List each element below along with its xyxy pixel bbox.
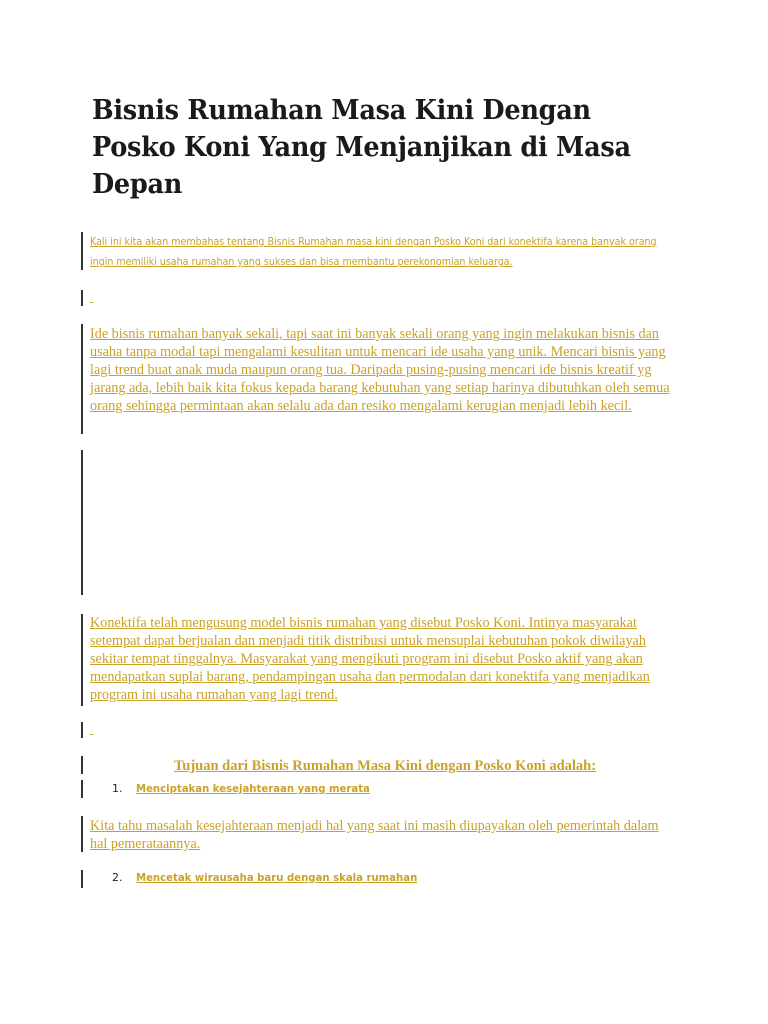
page-title: Bisnis Rumahan Masa Kini Dengan Posko Koni Yang Menjanjikan di Masa Depan: [92, 94, 631, 200]
list-item-2[interactable]: Mencetak wirausaha baru dengan skala rumahan: [136, 871, 418, 884]
section-heading[interactable]: Tujuan dari Bisnis Rumahan Masa Kini dengan Posko Koni adalah:: [173, 758, 597, 774]
empty-link[interactable]: [90, 724, 93, 736]
list-number: 2.: [112, 871, 123, 884]
revision-bar: [81, 870, 83, 888]
revision-bar: [81, 780, 83, 798]
revision-bar: [81, 232, 83, 270]
revision-bar: [81, 816, 83, 852]
empty-link[interactable]: [90, 292, 93, 304]
body-paragraph-1[interactable]: Ide bisnis rumahan banyak sekali, tapi saat ini banyak sekali orang yang ingin melakukan bisnis dan usaha tanpa modal tapi mengalami kesulitan untuk mencari ide usaha yang unik. Mencari bisnis yang lagi trend buat anak muda maupun orang tua. Daripada pusing-pusing mencari ide bisnis kreatif yg jarang ada, lebih baik kita fokus kepada barang kebutuhan yang setiap harinya dibutuhkan oleh semua orang sehingga permintaan akan selalu ada dan resiko mengalami kerugian menjadi lebih kecil.: [90, 326, 670, 414]
revision-bar: [81, 614, 83, 706]
revision-bar: [81, 756, 83, 774]
revision-bar: [81, 290, 83, 306]
revision-bar: [81, 450, 83, 595]
revision-bar: [81, 324, 83, 434]
list-number: 1.: [112, 782, 123, 795]
body-paragraph-2[interactable]: Konektifa telah mengusung model bisnis rumahan yang disebut Posko Koni. Intinya masyarakat setempat dapat berjualan dan menjadi titik distribusi untuk mensuplai kebutuhan pokok diwilayah sekitar tempat tinggalnya. Masyarakat yang mengikuti program ini disebut Posko aktif yang akan mendapatkan suplai barang, pendampingan usaha dan permodalan dari konektifa yang menjadikan program ini usaha rumahan yang lagi trend.: [90, 615, 650, 703]
intro-paragraph[interactable]: Kali ini kita akan membahas tentang Bisnis Rumahan masa kini dengan Posko Koni dari konektifa karena banyak orang ingin memiliki usaha rumahan yang sukses dan bisa membantu perekonomian keluarga.: [90, 235, 657, 268]
body-paragraph-3[interactable]: Kita tahu masalah kesejahteraan menjadi hal yang saat ini masih diupayakan oleh pemerintah dalam hal pemerataannya.: [90, 818, 659, 852]
list-item-1[interactable]: Menciptakan kesejahteraan yang merata: [136, 782, 370, 795]
revision-bar: [81, 722, 83, 738]
